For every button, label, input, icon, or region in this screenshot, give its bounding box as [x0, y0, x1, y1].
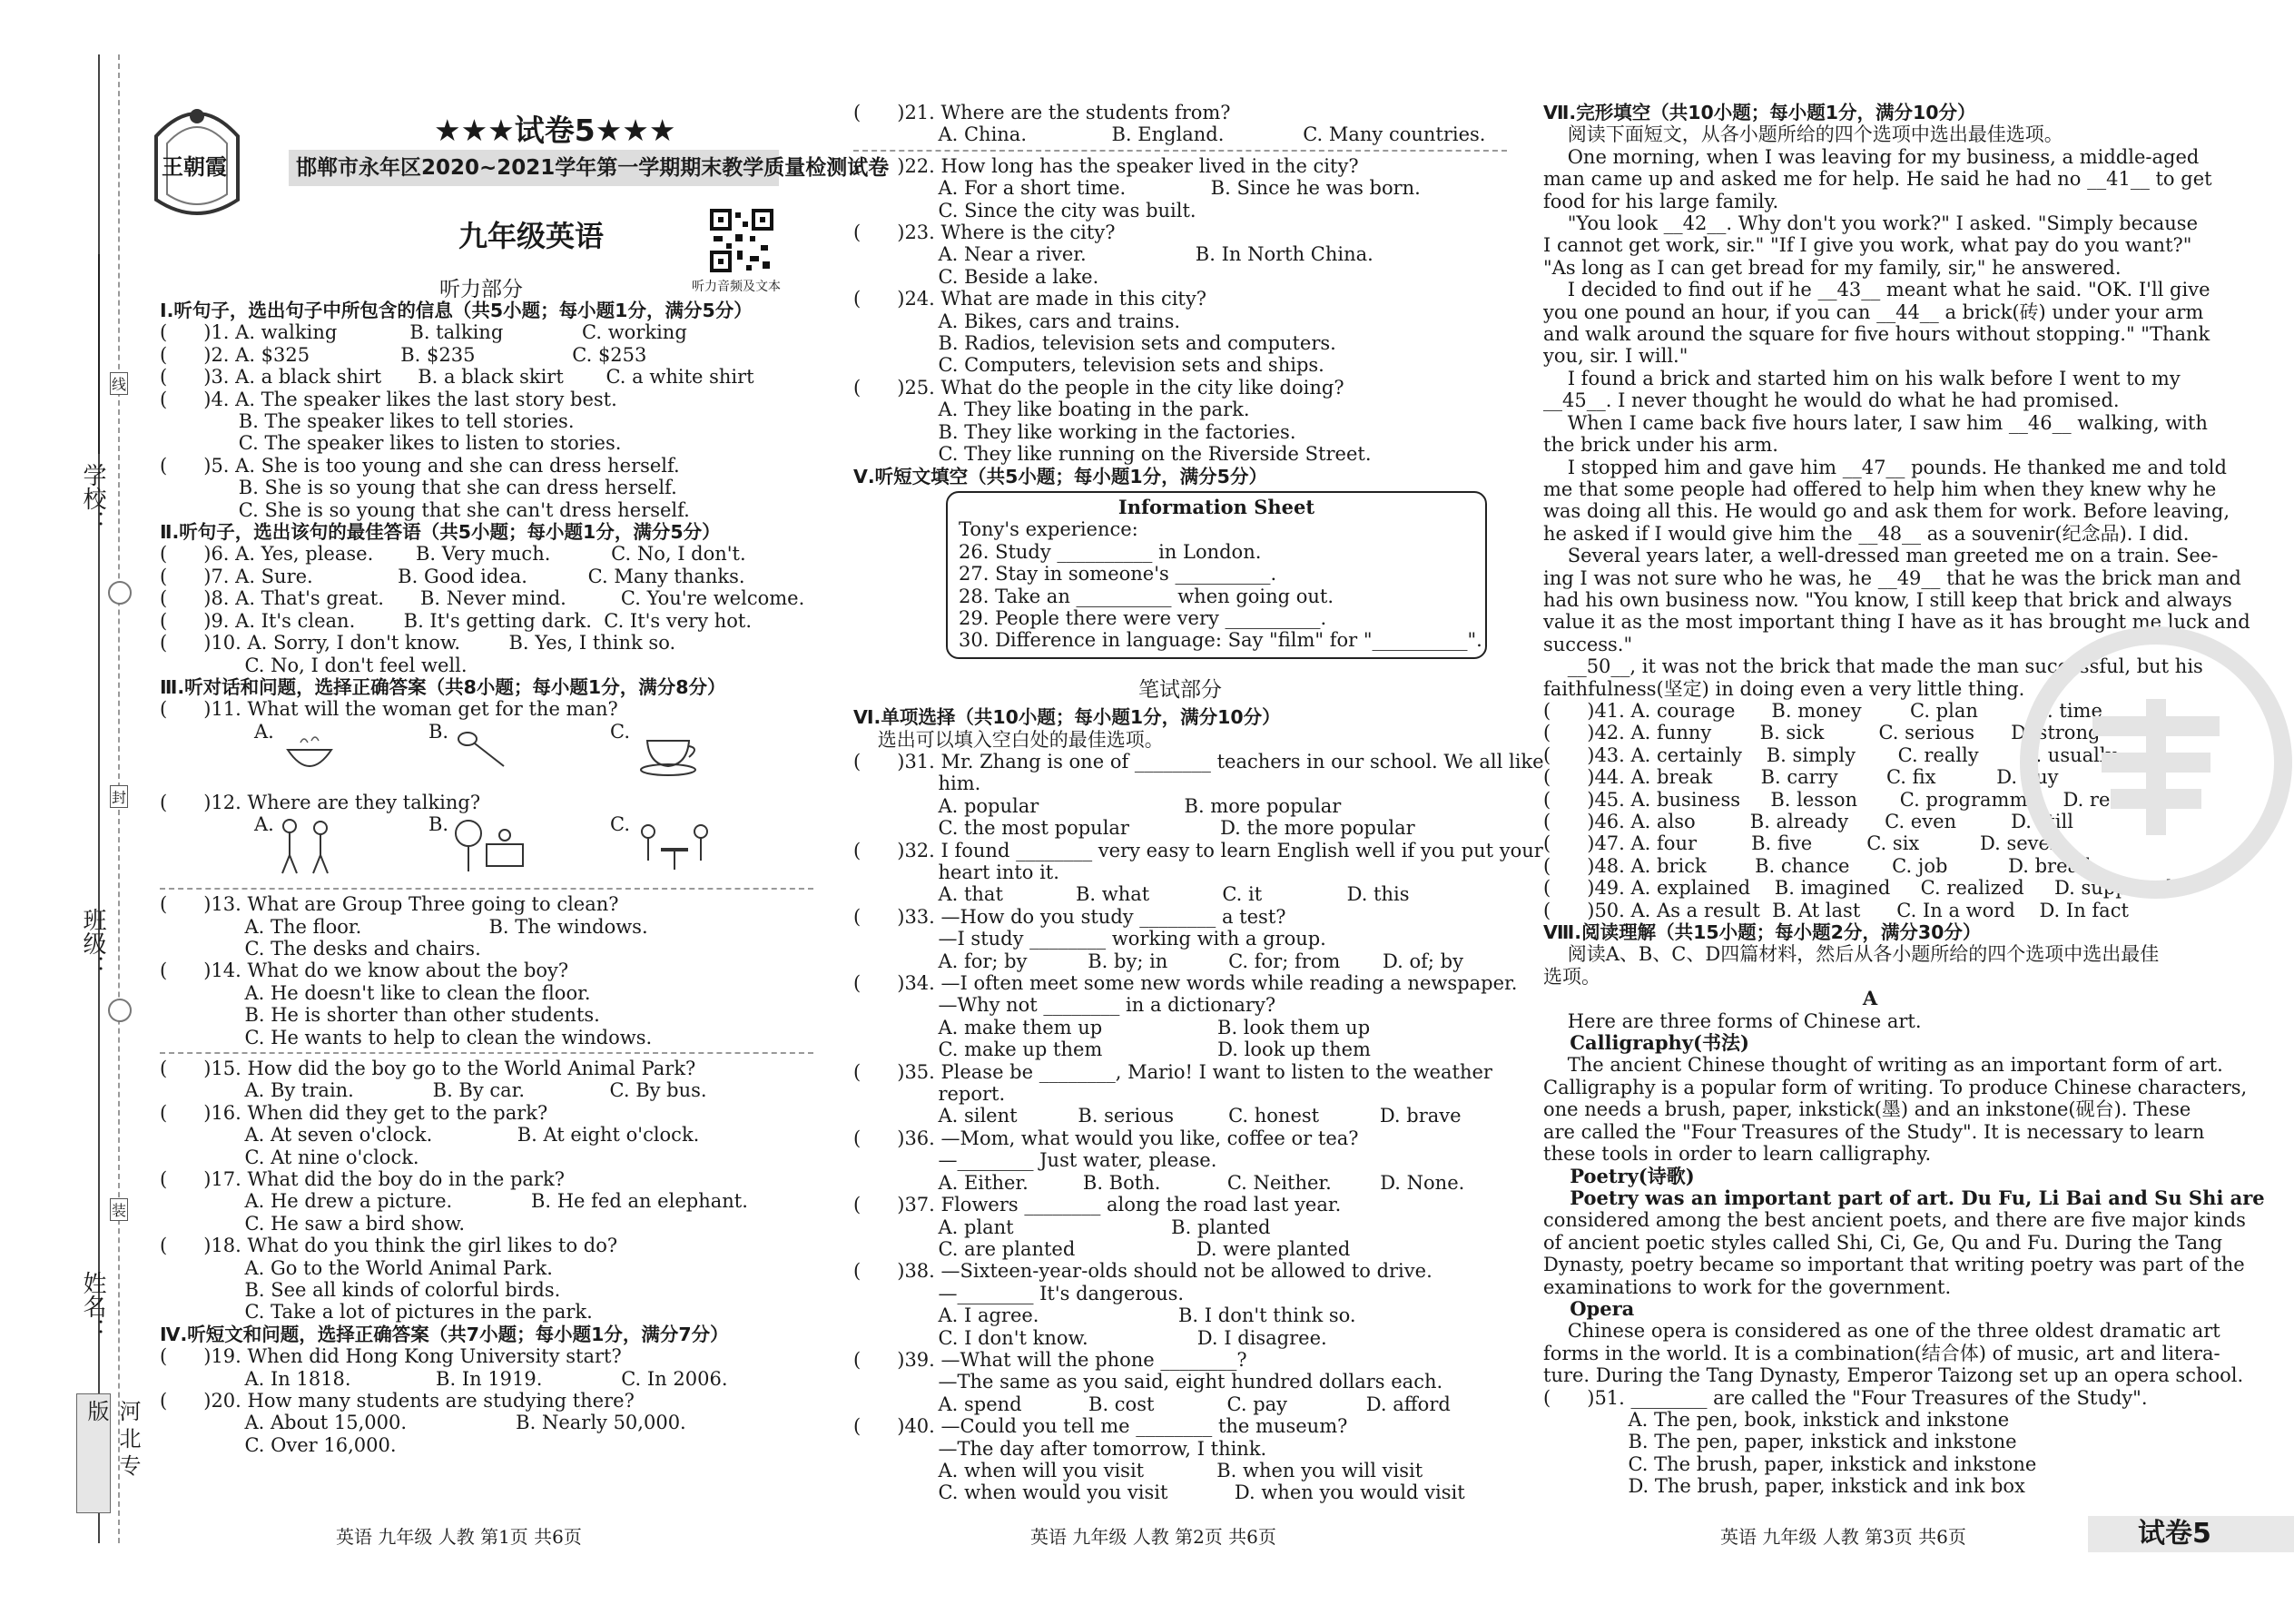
question-line: A. China. B. England. C. Many countries.: [853, 123, 1486, 146]
question-line: C. No, I don't feel well.: [160, 654, 468, 676]
seal-tag: 封: [110, 785, 128, 808]
question-line: A. About 15,000. B. Nearly 50,000.: [160, 1412, 686, 1434]
passage-line: you one pound an hour, if you can __44__ a brick(砖) under your arm: [1543, 300, 2204, 323]
reading-line: examinations to work for the government.: [1543, 1275, 1952, 1298]
q12-option-b: B.: [428, 813, 449, 836]
exam-title: 邯郸市永年区2020~2021学年第一学期期末教学质量检测试卷: [296, 156, 890, 180]
question-line: ( )35. Please be ________, Mario! I want to listen to the weather: [853, 1060, 1492, 1083]
passage-line: I cannot get work, sir." "If I give you work, what pay do you want?": [1543, 234, 2192, 257]
question-line: A. silent B. serious C. honest D. brave: [853, 1105, 1462, 1127]
passage-line: you, sir. I will.": [1543, 345, 1689, 368]
option-line: ( )45. A. business B. lesson C. programme D. research: [1543, 788, 2175, 811]
info-sheet-line: Tony's experience:: [959, 518, 1138, 541]
edition-label: 河北专版: [84, 1400, 141, 1481]
question-line: A. Either. B. Both. C. Neither. D. None.: [853, 1171, 1465, 1194]
class-label: 班级：: [79, 908, 106, 979]
question-line: Ⅱ.听句子，选出该句的最佳答语（共5小题；每小题1分，满分5分）: [160, 521, 721, 544]
passage-line: man came up and asked me for help. He said he had no __41__ to get: [1543, 168, 2212, 191]
passage-line: I stopped him and gave him __47__ pounds. He thanked me and told: [1543, 456, 2227, 478]
question-line: C. Take a lot of pictures in the park.: [160, 1301, 593, 1324]
question-line: B. He is shorter than other students.: [160, 1004, 600, 1027]
question-line: him.: [853, 773, 981, 795]
question-line: A. In 1818. B. In 1919. C. In 2006.: [160, 1367, 728, 1390]
question-line: B. Radios, television sets and computers.: [853, 332, 1336, 355]
question-line: A. make them up B. look them up: [853, 1016, 1371, 1038]
question-line: ( )23. Where is the city?: [853, 221, 1116, 244]
question-line: ( )7. A. Sure. B. Good idea. C. Many thanks.: [160, 565, 745, 587]
question-line: C. At nine o'clock.: [160, 1146, 419, 1168]
passage-line: was doing all this. He would go and ask them for work. Before leaving,: [1543, 500, 2230, 523]
question-line: ( )14. What do we know about the boy?: [160, 960, 569, 982]
question-line: C. when would you visit D. when you would visit: [853, 1481, 1465, 1504]
footer-page-3: 英语 九年级 人教 第3页 共6页: [1720, 1526, 1966, 1548]
question-line: C. He wants to help to clean the windows.: [160, 1026, 653, 1048]
bowl-icon: [282, 724, 337, 779]
reading-line: A. The pen, book, inkstick and inkstone: [1543, 1408, 2010, 1431]
cloze-heading: Ⅶ.完形填空（共10小题；每小题1分，满分10分）: [1543, 102, 1976, 123]
reading-heading: Ⅷ.阅读理解（共15小题；每小题2分，满分30分）: [1543, 921, 1982, 944]
option-line: ( )44. A. break B. carry C. fix D. buy: [1543, 766, 2059, 789]
passage-line: had his own business now. "You know, I still keep that brick and always: [1543, 588, 2232, 611]
question-line: C. Over 16,000.: [160, 1433, 397, 1456]
subject-title: 九年级英语: [458, 219, 605, 253]
question-line: B. She is so young that she can dress herself.: [160, 477, 677, 499]
question-line: B. The speaker likes to tell stories.: [160, 410, 575, 433]
passage-line: I decided to find out if he __43__ meant what he said. "OK. I'll give: [1543, 279, 2210, 301]
question-line: —The same as you said, eight hundred dollars each.: [853, 1371, 1443, 1393]
question-line: ( )31. Mr. Zhang is one of ________ teachers in our school. We all like: [853, 750, 1544, 773]
question-line: ( )3. A. a black shirt B. a black skirt C. a white shirt: [160, 366, 754, 389]
brand-logo: [147, 100, 247, 222]
question-line: A. plant B. planted: [853, 1216, 1271, 1238]
info-sheet-line: 29. People there were very __________.: [959, 606, 1327, 629]
qr-code: [710, 209, 773, 272]
question-line: ( )1. A. walking B. talking C. working: [160, 321, 687, 344]
question-line: ( )5. A. She is too young and she can dress herself.: [160, 454, 680, 477]
question-line: A. The floor. B. The windows.: [160, 915, 648, 938]
exam-title-bar: [289, 150, 890, 186]
question-line: A. when will you visit B. when you will visit: [853, 1459, 1423, 1481]
q12-option-c: C.: [610, 813, 630, 836]
corner-bar: [2088, 1516, 2294, 1552]
question-line: ( )33. —How do you study ________ a test?: [853, 905, 1286, 928]
question-line: heart into it.: [853, 861, 1059, 883]
question-line: C. Beside a lake.: [853, 265, 1099, 288]
teacup-icon: [636, 724, 709, 779]
passage-line: I found a brick and started him on his walk before I went to my: [1543, 367, 2181, 389]
question-line: —Why not ________ in a dictionary?: [853, 994, 1276, 1017]
column-2: [853, 102, 1544, 1504]
cloze-intro: 阅读下面短文，从各小题所给的四个选项中选出最佳选项。: [1543, 123, 2063, 146]
divider: [853, 150, 1507, 152]
question-line: ( )10. A. Sorry, I don't know. B. Yes, I think so.: [160, 632, 676, 655]
question-line: C. the most popular D. the more popular: [853, 817, 1415, 840]
question-line: C. Computers, television sets and ships.: [853, 354, 1324, 377]
question-line: Ⅰ.听句子，选出句子中所包含的信息（共5小题；每小题1分，满分5分）: [160, 300, 753, 321]
passage-line: faithfulness(坚定) in doing even a very little thing.: [1543, 677, 2025, 700]
reading-line: Here are three forms of Chinese art.: [1543, 1009, 1922, 1032]
edition-box: [76, 1393, 141, 1513]
passage-line: "As long as I can get bread for my family, sir," he answered.: [1543, 256, 2122, 279]
park-scene-icon: [450, 817, 537, 877]
passage-line: __45__. I never thought he would do what he had promised.: [1543, 389, 2120, 412]
reading-line: Poetry(诗歌): [1543, 1164, 1695, 1187]
info-sheet-title: Information Sheet: [1117, 495, 1315, 518]
question-line: B. See all kinds of colorful birds.: [160, 1279, 561, 1302]
seal-mark-icon: [108, 999, 132, 1022]
q11-option-b: B.: [428, 720, 449, 743]
question-line: A. They like boating in the park.: [853, 399, 1250, 421]
question-line: A. for; by B. by; in C. for; from D. of; by: [853, 950, 1463, 972]
option-line: ( )50. A. As a result B. At last C. In a word D. In fact: [1543, 899, 2129, 921]
cafe-scene-icon: [634, 817, 715, 877]
q13-14: [160, 893, 813, 1048]
question-line: Ⅲ.听对话和问题，选择正确答案（共8小题；每小题1分，满分8分）: [160, 675, 726, 698]
footer-page-2: 英语 九年级 人教 第2页 共6页: [1030, 1526, 1276, 1548]
q11-images: [160, 721, 813, 792]
question-line: ( )19. When did Hong Kong University start?: [160, 1345, 622, 1368]
passage-line: food for his large family.: [1543, 190, 1779, 212]
option-line: ( )48. A. brick B. chance C. job D. bread: [1543, 854, 2092, 877]
question-line: A. Bikes, cars and trains.: [853, 310, 1181, 332]
question-line: B. They like working in the factories.: [853, 420, 1296, 443]
passage-line: ing I was not sure who he was, he __49__ that he was the brick man and: [1543, 566, 2241, 589]
reading-line: of ancient poetic styles called Shi, Ci, Ge, Qu and Fu. During the Tang: [1543, 1231, 2223, 1254]
info-sheet-line: 30. Difference in language: Say "film" for "__________".: [959, 629, 1482, 652]
q12-question: ( )12. Where are they talking?: [160, 791, 481, 813]
passage-line: and walk around the square for five hours without stopping." "Thank: [1543, 323, 2210, 346]
reading-line: these tools in order to learn calligraphy.: [1543, 1143, 1932, 1166]
name-label: 姓名：: [79, 1271, 106, 1342]
question-line: A. By train. B. By car. C. By bus.: [160, 1079, 707, 1102]
question-line: ( )39. —What will the phone ________?: [853, 1348, 1247, 1371]
watermark-seal-icon: [2020, 626, 2292, 899]
qr-caption: 听力音频及文本: [692, 280, 781, 294]
footer-page-1: 英语 九年级 人教 第1页 共6页: [336, 1526, 582, 1548]
reading-line: ( )51. ________ are called the "Four Treasures of the Study".: [1543, 1386, 2148, 1409]
reading-line: C. The brush, paper, inkstick and inkstone: [1543, 1452, 2037, 1475]
info-sheet-line: 27. Stay in someone's __________.: [959, 563, 1277, 586]
corner-label: 试卷5: [2138, 1518, 2211, 1550]
reading-line: The ancient Chinese thought of writing as an important form of art.: [1543, 1054, 2223, 1077]
option-line: ( )47. A. four B. five C. six D. seven: [1543, 832, 2063, 855]
reading-intro: 阅读A、B、C、D四篇材料，然后从各小题所给的四个选项中选出最佳: [1543, 943, 2160, 966]
question-line: ( )11. What will the woman get for the man?: [160, 698, 618, 721]
question-line: —________ It's dangerous.: [853, 1282, 1185, 1304]
reading-line: forms in the world. It is a combination(结合体) of music, art and litera-: [1543, 1342, 2220, 1364]
question-line: C. They like running on the Riverside Street.: [853, 443, 1372, 466]
q22-25: [853, 155, 1507, 487]
question-line: C. The speaker likes to listen to stories.: [160, 432, 622, 455]
reading-line: Calligraphy is a popular form of writing. To produce Chinese characters,: [1543, 1076, 2248, 1098]
question-line: ( )40. —Could you tell me ________ the museum?: [853, 1415, 1348, 1438]
question-line: 选出可以填入空白处的最佳选项。: [853, 728, 1164, 751]
reading-passage-a: [1543, 1009, 2265, 1498]
paper-label: ★★★试卷5★★★: [434, 113, 676, 148]
option-line: ( )46. A. also B. already C. even D. still: [1543, 811, 2073, 832]
school-label: 学校：: [79, 463, 106, 534]
passage-line: the brick under his arm.: [1543, 434, 1778, 457]
reading-line: Dynasty, poetry became so important that writing poetry was part of the: [1543, 1254, 2245, 1276]
q11-option-a: A.: [254, 720, 274, 743]
question-line: report.: [853, 1083, 1006, 1106]
reading-line: Opera: [1543, 1296, 1635, 1320]
question-line: A. He drew a picture. B. He fed an elephant.: [160, 1190, 748, 1213]
cloze-passage: [1543, 145, 2250, 700]
school-underline: [98, 254, 100, 454]
passage-line: success.": [1543, 633, 1633, 655]
question-line: A. Go to the World Animal Park.: [160, 1256, 553, 1279]
question-line: Ⅳ.听短文和问题，选择正确答案（共7小题；每小题1分，满分7分）: [160, 1323, 729, 1345]
question-line: A. I agree. B. I don't think so.: [853, 1304, 1356, 1327]
question-line: A. popular B. more popular: [853, 794, 1342, 817]
question-line: ( )17. What did the boy do in the park?: [160, 1168, 565, 1190]
question-line: ( )36. —Mom, what would you like, coffee or tea?: [853, 1127, 1359, 1149]
column-1: [160, 300, 813, 1456]
question-line: A. spend B. cost C. pay D. afford: [853, 1393, 1451, 1415]
question-line: ( )37. Flowers ________ along the road last year.: [853, 1194, 1342, 1216]
passage-line: me that some people had offered to help him when they knew why he: [1543, 477, 2217, 500]
reading-line: are called the "Four Treasures of the Study". It is necessary to learn: [1543, 1120, 2205, 1143]
passage-line: Several years later, a well-dressed man greeted me on a train. See-: [1543, 545, 2219, 567]
q12-option-a: A.: [254, 813, 274, 836]
question-line: —________ Just water, please.: [853, 1149, 1217, 1172]
passage-line: One morning, when I was leaving for my business, a middle-aged: [1543, 145, 2200, 168]
question-line: A. He doesn't like to clean the floor.: [160, 981, 591, 1004]
question-line: ( )24. What are made in this city?: [853, 288, 1206, 310]
question-line: ( )38. —Sixteen-year-olds should not be allowed to drive.: [853, 1260, 1433, 1283]
info-sheet-lines: [959, 518, 1482, 652]
reading-line: Poetry was an important part of art. Du Fu, Li Bai and Su Shi are: [1543, 1186, 2265, 1209]
option-line: ( )41. A. courage B. money C. plan D. time: [1543, 699, 2102, 722]
question-line: A. Near a river. B. In North China.: [853, 243, 1373, 266]
reading-line: one needs a brush, paper, inkstick(墨) and an inkstone(砚台). These: [1543, 1098, 2191, 1121]
reading-line: B. The pen, paper, inkstick and inkstone: [1543, 1431, 2017, 1453]
question-line: A. At seven o'clock. B. At eight o'clock.: [160, 1124, 700, 1147]
reading-line: D. The brush, paper, inkstick and ink box: [1543, 1475, 2025, 1498]
question-line: C. make up them D. look up them: [853, 1038, 1371, 1061]
reading-line: Chinese opera is considered as one of the three oldest dramatic art: [1543, 1320, 2220, 1343]
question-line: ( )16. When did they get to the park?: [160, 1101, 548, 1124]
passage-line: he asked if I would give him the __48__ as a souvenir(纪念品). I did.: [1543, 522, 2190, 545]
option-line: ( )42. A. funny B. sick C. serious D. strong: [1543, 722, 2101, 744]
passage-line: value it as the most important thing I have as it has brought me luck and: [1543, 611, 2250, 634]
info-sheet-line: 28. Take an __________ when going out.: [959, 585, 1334, 607]
question-line: ( )2. A. $325 B. $235 C. $253: [160, 343, 647, 366]
line-tag: 线: [110, 372, 128, 395]
passage-line: When I came back five hours later, I saw him __46__ walking, with: [1543, 411, 2208, 434]
question-line: ( )9. A. It's clean. B. It's getting dark. C. It's very hot.: [160, 609, 753, 632]
divider: [160, 1052, 813, 1054]
passage-a-label: A: [1862, 987, 1878, 1010]
question-line: ( )18. What do you think the girl likes to do?: [160, 1235, 618, 1257]
question-line: ( )21. Where are the students from?: [853, 102, 1231, 123]
question-line: C. I don't know. D. I disagree.: [853, 1326, 1327, 1349]
question-line: A. For a short time. B. Since he was born.: [853, 177, 1421, 200]
single-choice-section: [853, 706, 1544, 1504]
question-line: C. are planted D. were planted: [853, 1237, 1351, 1260]
q12-images: [160, 813, 813, 884]
two-people-scene-icon: [273, 817, 337, 877]
fold-tag: 装: [110, 1198, 128, 1221]
question-line: ( )4. A. The speaker likes the last story best.: [160, 388, 617, 410]
listening-heading: 听力部分: [439, 278, 523, 301]
seal-mark-icon: [108, 581, 132, 605]
question-line: ( )34. —I often meet some new words while reading a newspaper.: [853, 972, 1518, 995]
question-line: ( )25. What do the people in the city like doing?: [853, 376, 1344, 399]
qr-code-icon: [710, 209, 773, 272]
question-line: A. that B. what C. it D. this: [853, 883, 1410, 906]
q11-option-c: C.: [610, 720, 630, 743]
spoon-icon: [455, 728, 509, 773]
listening-part-1-3: [160, 300, 813, 721]
reading-line: ture. During the Tang Dynasty, Emperor Taizong set up an opera school.: [1543, 1364, 2244, 1387]
information-sheet: [946, 491, 1487, 659]
question-line: ( )32. I found ________ very easy to learn English well if you put your: [853, 839, 1543, 861]
question-line: Ⅴ.听短文填空（共5小题；每小题1分，满分5分）: [853, 465, 1267, 487]
question-line: ( )6. A. Yes, please. B. Very much. C. No, I don't.: [160, 543, 746, 566]
option-line: ( )43. A. certainly B. simply C. really D. usually: [1543, 743, 2117, 766]
writing-heading: 笔试部分: [1138, 677, 1222, 702]
question-line: ( )22. How long has the speaker lived in the city?: [853, 154, 1359, 177]
reading-intro-cont: 选项。: [1543, 965, 1600, 988]
passage-line: "You look __42__. Why don't you work?" I asked. "Simply because: [1543, 212, 2199, 235]
passage-line: __50__, it was not the brick that made the man successful, but his: [1543, 655, 2203, 678]
question-line: —The day after tomorrow, I think.: [853, 1437, 1267, 1460]
option-line: ( )49. A. explained B. imagined C. realized D. supposed: [1543, 877, 2172, 900]
q21: [853, 102, 1507, 146]
question-line: ( )20. How many students are studying there?: [160, 1390, 635, 1412]
question-line: Ⅵ.单项选择（共10小题；每小题1分，满分10分）: [853, 706, 1281, 729]
question-line: C. She is so young that she can't dress herself.: [160, 498, 690, 521]
logo-text: 王朝霞: [162, 153, 227, 180]
divider: [160, 888, 813, 890]
info-sheet-line: 26. Study __________ in London.: [959, 540, 1262, 563]
reading-line: considered among the best ancient poets, and there are five major kinds: [1543, 1209, 2246, 1232]
question-line: ( )15. How did the boy go to the World Animal Park?: [160, 1057, 696, 1079]
q15-20: [160, 1058, 813, 1456]
question-line: C. Since the city was built.: [853, 199, 1196, 221]
question-line: ( )13. What are Group Three going to clean?: [160, 893, 619, 916]
question-line: C. The desks and chairs.: [160, 937, 481, 960]
question-line: —I study ________ working with a group.: [853, 928, 1326, 950]
question-line: C. He saw a bird show.: [160, 1212, 466, 1235]
reading-line: Calligraphy(书法): [1543, 1031, 1749, 1055]
question-line: ( )8. A. That's great. B. Never mind. C. You're welcome.: [160, 587, 805, 610]
